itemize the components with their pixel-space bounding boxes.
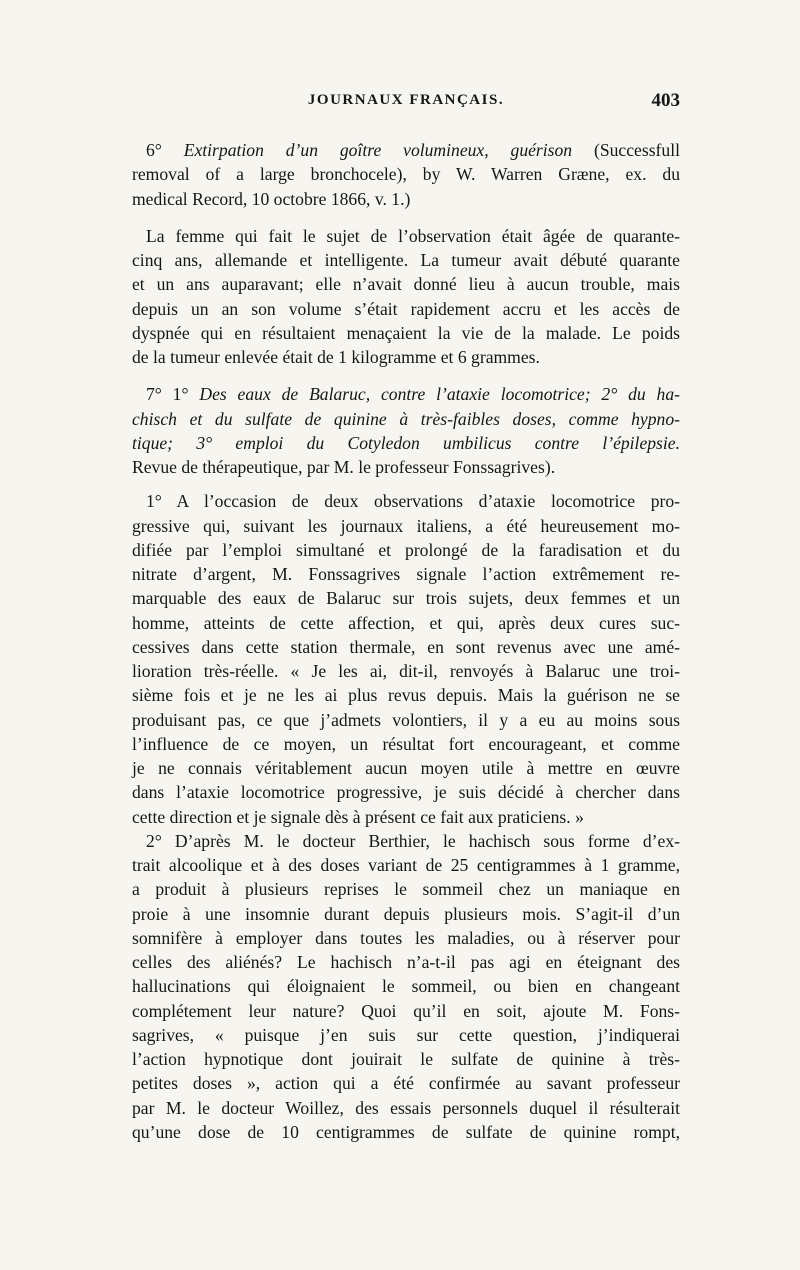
- text-line: proie à une insomnie durant depuis plusieurs mois. S’agit-il d’un: [132, 903, 680, 924]
- page-number: 403: [651, 90, 680, 111]
- running-head: [132, 92, 680, 116]
- text-line: l’action hypnotique dont jouirait le sulfate de quinine à très-: [132, 1049, 680, 1069]
- text-line: et un ans auparavant; elle n’avait donné lieu à aucun trouble, mais: [132, 274, 680, 295]
- text-line: je ne connais véritablement aucun moyen utile à mettre en œuvre: [132, 758, 680, 778]
- text-line: cinq ans, allemande et intelligente. La tumeur avait débuté quarante: [132, 250, 680, 270]
- text-line: homme, atteints de cette affection, et qui, après deux cures suc-: [132, 612, 680, 633]
- paragraph-item-7: [132, 382, 680, 479]
- paragraph-hachisch: [132, 829, 680, 1144]
- text-line: tique; 3° emploi du Cotyledon umbilicus contre l’épilepsie.: [132, 432, 680, 453]
- text-line: produisant pas, ce que j’admets volontiers, il y a eu au moins sous: [132, 709, 680, 730]
- text-line: dans l’ataxie locomotrice progressive, je suis décidé à chercher dans: [132, 782, 680, 803]
- text-line: 1° A l’occasion de deux observations d’ataxie locomotrice pro-: [146, 491, 680, 512]
- text-line: dyspnée qui en résultaient menaçaient la vie de la malade. Le poids: [132, 322, 680, 343]
- paragraph-item-6: [132, 138, 680, 211]
- text-line: par M. le docteur Woillez, des essais personnels duquel il résulterait: [132, 1097, 680, 1118]
- text-line: medical Record, 10 octobre 1866, v. 1.): [132, 188, 411, 209]
- text-line: a produit à plusieurs reprises le sommeil chez un maniaque en: [132, 879, 680, 900]
- text-line: difiée par l’emploi simultané et prolongé de la faradisation et du: [132, 539, 680, 560]
- text-line: l’influence de ce moyen, un résultat fort encourageant, et comme: [132, 733, 680, 754]
- paragraph-balaruc: [132, 489, 680, 829]
- page-body: [132, 138, 680, 1144]
- text-line: 2° D’après M. le docteur Berthier, le hachisch sous forme d’ex-: [146, 830, 680, 851]
- italic-title: Extirpation d’un goître volumineux, guérison: [183, 140, 573, 160]
- text-line: cessives dans cette station thermale, en sont revenus avec une amé-: [132, 636, 680, 657]
- text-line: Revue de thérapeutique, par M. le professeur Fonssagrives).: [132, 457, 556, 477]
- text-line: trait alcoolique et à des doses variant de 25 centigrammes à 1 gramme,: [132, 855, 680, 875]
- text-line: somnifère à employer dans toutes les maladies, ou à réserver pour: [132, 927, 680, 948]
- text-line: hallucinations qui éloignaient le sommeil, ou bien en changeant: [132, 976, 680, 997]
- text-line: lioration très-réelle. « Je les ai, dit-il, renvoyés à Balaruc une troi-: [132, 661, 680, 681]
- text-line: marquable des eaux de Balaruc sur trois sujets, deux femmes et un: [132, 588, 680, 609]
- running-title: JOURNAUX FRANÇAIS.: [307, 92, 505, 108]
- text-line: qu’une dose de 10 centigrammes de sulfate de quinine rompt,: [132, 1121, 680, 1142]
- text-line: 7° 1° Des eaux de Balaruc, contre l’ataxie locomotrice; 2° du ha-: [146, 384, 680, 405]
- text-line: de la tumeur enlevée était de 1 kilogramme et 6 grammes.: [132, 347, 540, 367]
- text-line: sième fois et je ne les ai plus revus depuis. Mais la guérison ne se: [132, 685, 680, 706]
- text-line: depuis un an son volume s’était rapidement accru et les accès de: [132, 298, 680, 319]
- text-line: celles des aliénés? Le hachisch n’a-t-il pas agi en éteignant des: [132, 952, 680, 972]
- text-line: 6° Extirpation d’un goître volumineux, guérison (Successfull: [146, 140, 680, 160]
- text-line: cette direction et je signale dès à présent ce fait aux praticiens. »: [132, 806, 584, 827]
- text-line: complétement leur nature? Quoi qu’il en soit, ajoute M. Fons-: [132, 1000, 680, 1021]
- text-line: La femme qui fait le sujet de l’observation était âgée de quarante-: [146, 225, 680, 246]
- text-line: chisch et du sulfate de quinine à très-faibles doses, comme hypno-: [132, 408, 680, 429]
- text-line: petites doses », action qui a été confirmée au savant professeur: [132, 1073, 680, 1094]
- text-line: sagrives, « puisque j’en suis sur cette question, j’indiquerai: [132, 1024, 680, 1045]
- text-line: removal of a large bronchocele), by W. Warren Græne, ex. du: [132, 164, 680, 185]
- text-line: nitrate d’argent, M. Fonssagrives signale l’action extrêmement re-: [132, 564, 680, 584]
- text-line: gressive qui, suivant les journaux italiens, a été heureusement mo-: [132, 515, 680, 536]
- paragraph-goitre-case: [132, 224, 680, 370]
